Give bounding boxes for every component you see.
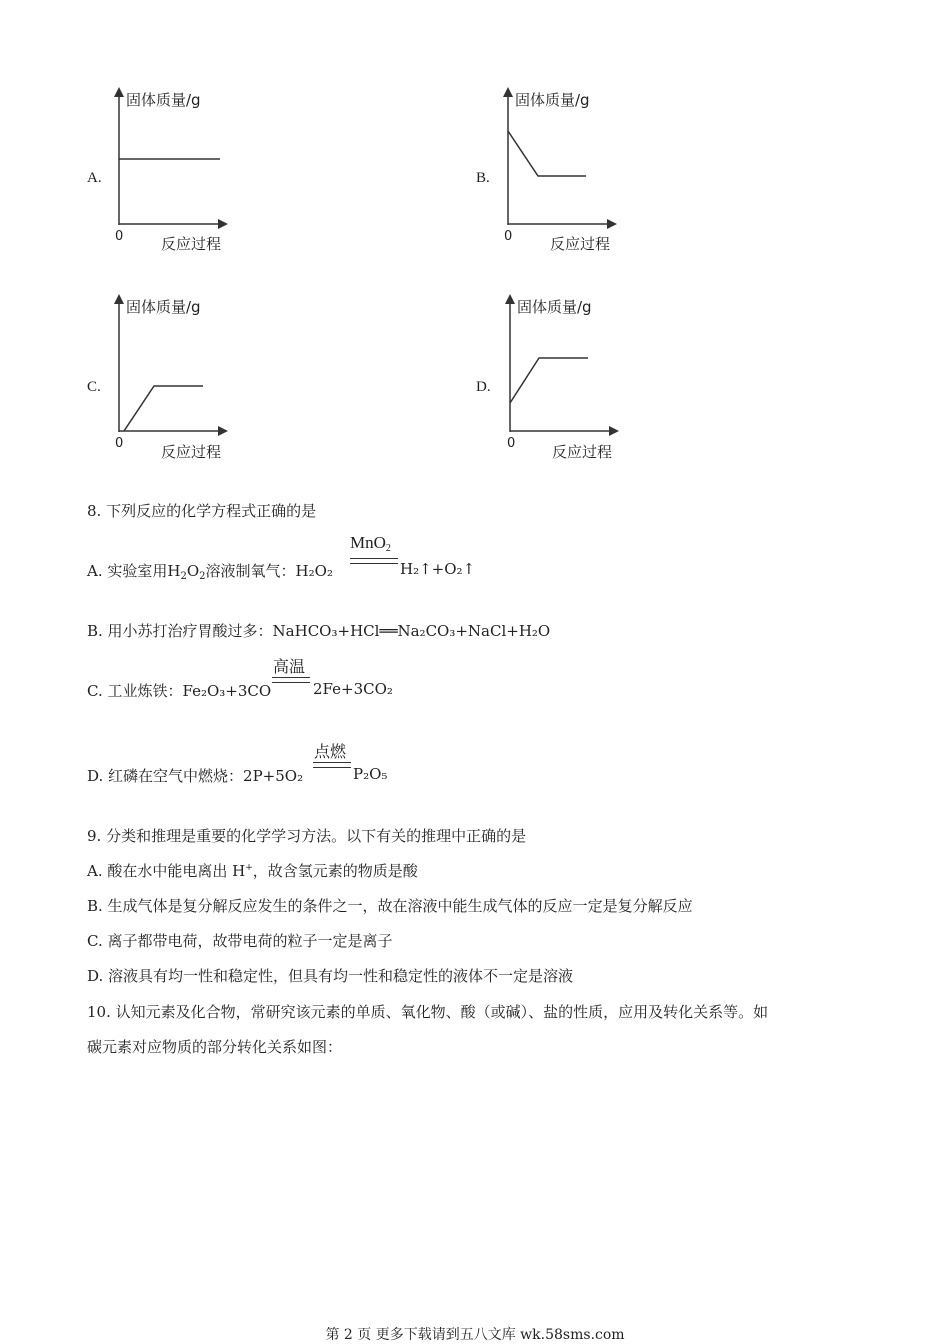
q9-option-a — [87, 860, 418, 881]
q8d-condition: 点燃 — [314, 742, 347, 761]
q8-option-d — [87, 765, 303, 786]
q8d-right: P₂O₅ — [353, 765, 388, 783]
q8a-right: H₂↑+O₂↑ — [400, 560, 476, 578]
q8a-condition — [350, 533, 391, 554]
x-arrow — [609, 426, 619, 436]
q9-option-c: C. 离子都带电荷，故带电荷的粒子一定是离子 — [87, 932, 393, 950]
option-c-letter: C. — [87, 379, 101, 395]
q10-line2: 碳元素对应物质的部分转化关系如图： — [87, 1038, 343, 1056]
q8a-sub2: 2 — [199, 571, 206, 582]
q8-option-a — [87, 560, 333, 582]
x-arrow — [218, 219, 228, 229]
graph-a-origin: 0 — [115, 229, 124, 244]
q8d-equals-bar — [313, 762, 351, 768]
graph-b-ylabel: 固体质量/g — [515, 91, 590, 109]
graph-d-origin: 0 — [507, 436, 516, 451]
q9a-post: ，故含氢元素的物质是酸 — [252, 862, 418, 880]
page-footer: 第 2 页 更多下载请到五八文库 wk.58sms.com — [325, 1327, 625, 1343]
q8a-o: O — [186, 562, 200, 580]
q8a-cond-sub: 2 — [385, 543, 391, 554]
q8c-prefix: C. 工业炼铁： — [87, 682, 183, 700]
y-arrow — [114, 87, 124, 97]
graph-c-origin: 0 — [115, 436, 124, 451]
option-d-letter: D. — [476, 379, 491, 395]
graph-c-xlabel: 反应过程 — [161, 443, 222, 461]
q8-stem: 8. 下列反应的化学方程式正确的是 — [87, 502, 317, 520]
q8c-left: Fe₂O₃+3CO — [182, 682, 272, 700]
graph-c-curve — [124, 386, 203, 431]
q8c-equals-bar — [272, 677, 310, 683]
q8c-condition: 高温 — [273, 657, 306, 676]
q8a-equals-bar — [350, 558, 398, 564]
q9-option-b: B. 生成气体是复分解反应发生的条件之一，故在溶液中能生成气体的反应一定是复分解反应 — [87, 897, 693, 915]
graph-d-curve — [510, 358, 588, 403]
q10-line1: 10. 认知元素及化合物，常研究该元素的单质、氧化物、酸（或碱）、盐的性质，应用及转化关系等。如 — [87, 1003, 769, 1021]
graph-d-xlabel: 反应过程 — [552, 443, 613, 461]
q9-stem: 9. 分类和推理是重要的化学学习方法。以下有关的推理中正确的是 — [87, 827, 527, 845]
x-arrow — [218, 426, 228, 436]
graph-a-ylabel: 固体质量/g — [126, 91, 201, 109]
q9a-pre: A. 酸在水中能电离出 H — [87, 862, 246, 880]
graph-b-curve — [508, 131, 586, 176]
option-a-letter: A. — [87, 170, 102, 186]
q9-option-d: D. 溶液具有均一性和稳定性，但具有均一性和稳定性的液体不一定是溶液 — [87, 967, 574, 985]
graph-b-xlabel: 反应过程 — [550, 235, 611, 253]
x-arrow — [607, 219, 617, 229]
q8d-left: 2P+5O₂ — [243, 767, 304, 785]
q8a-rest: 溶液制氧气： — [205, 562, 296, 580]
q8-option-b: B. 用小苏打治疗胃酸过多：NaHCO₃+HCl══Na₂CO₃+NaCl+H₂O — [87, 622, 551, 640]
q8a-h: H — [167, 562, 181, 580]
q8a-prefix: A. 实验室用 — [87, 562, 168, 580]
y-arrow — [114, 294, 124, 304]
q8a-left: H₂O₂ — [295, 562, 333, 580]
option-b-letter: B. — [476, 170, 490, 186]
y-arrow — [505, 294, 515, 304]
q8-option-c — [87, 680, 271, 701]
q8d-prefix: D. 红磷在空气中燃烧： — [87, 767, 244, 785]
graph-b-origin: 0 — [504, 229, 513, 244]
y-arrow — [503, 87, 513, 97]
q8a-sub1: 2 — [180, 571, 187, 582]
graph-d-ylabel: 固体质量/g — [517, 298, 592, 316]
q8c-right: 2Fe+3CO₂ — [313, 680, 393, 698]
q8a-cond-text: MnO — [350, 533, 386, 552]
q9a-sup: + — [245, 863, 253, 873]
graph-c-ylabel: 固体质量/g — [126, 298, 201, 316]
graph-a-xlabel: 反应过程 — [161, 235, 222, 253]
